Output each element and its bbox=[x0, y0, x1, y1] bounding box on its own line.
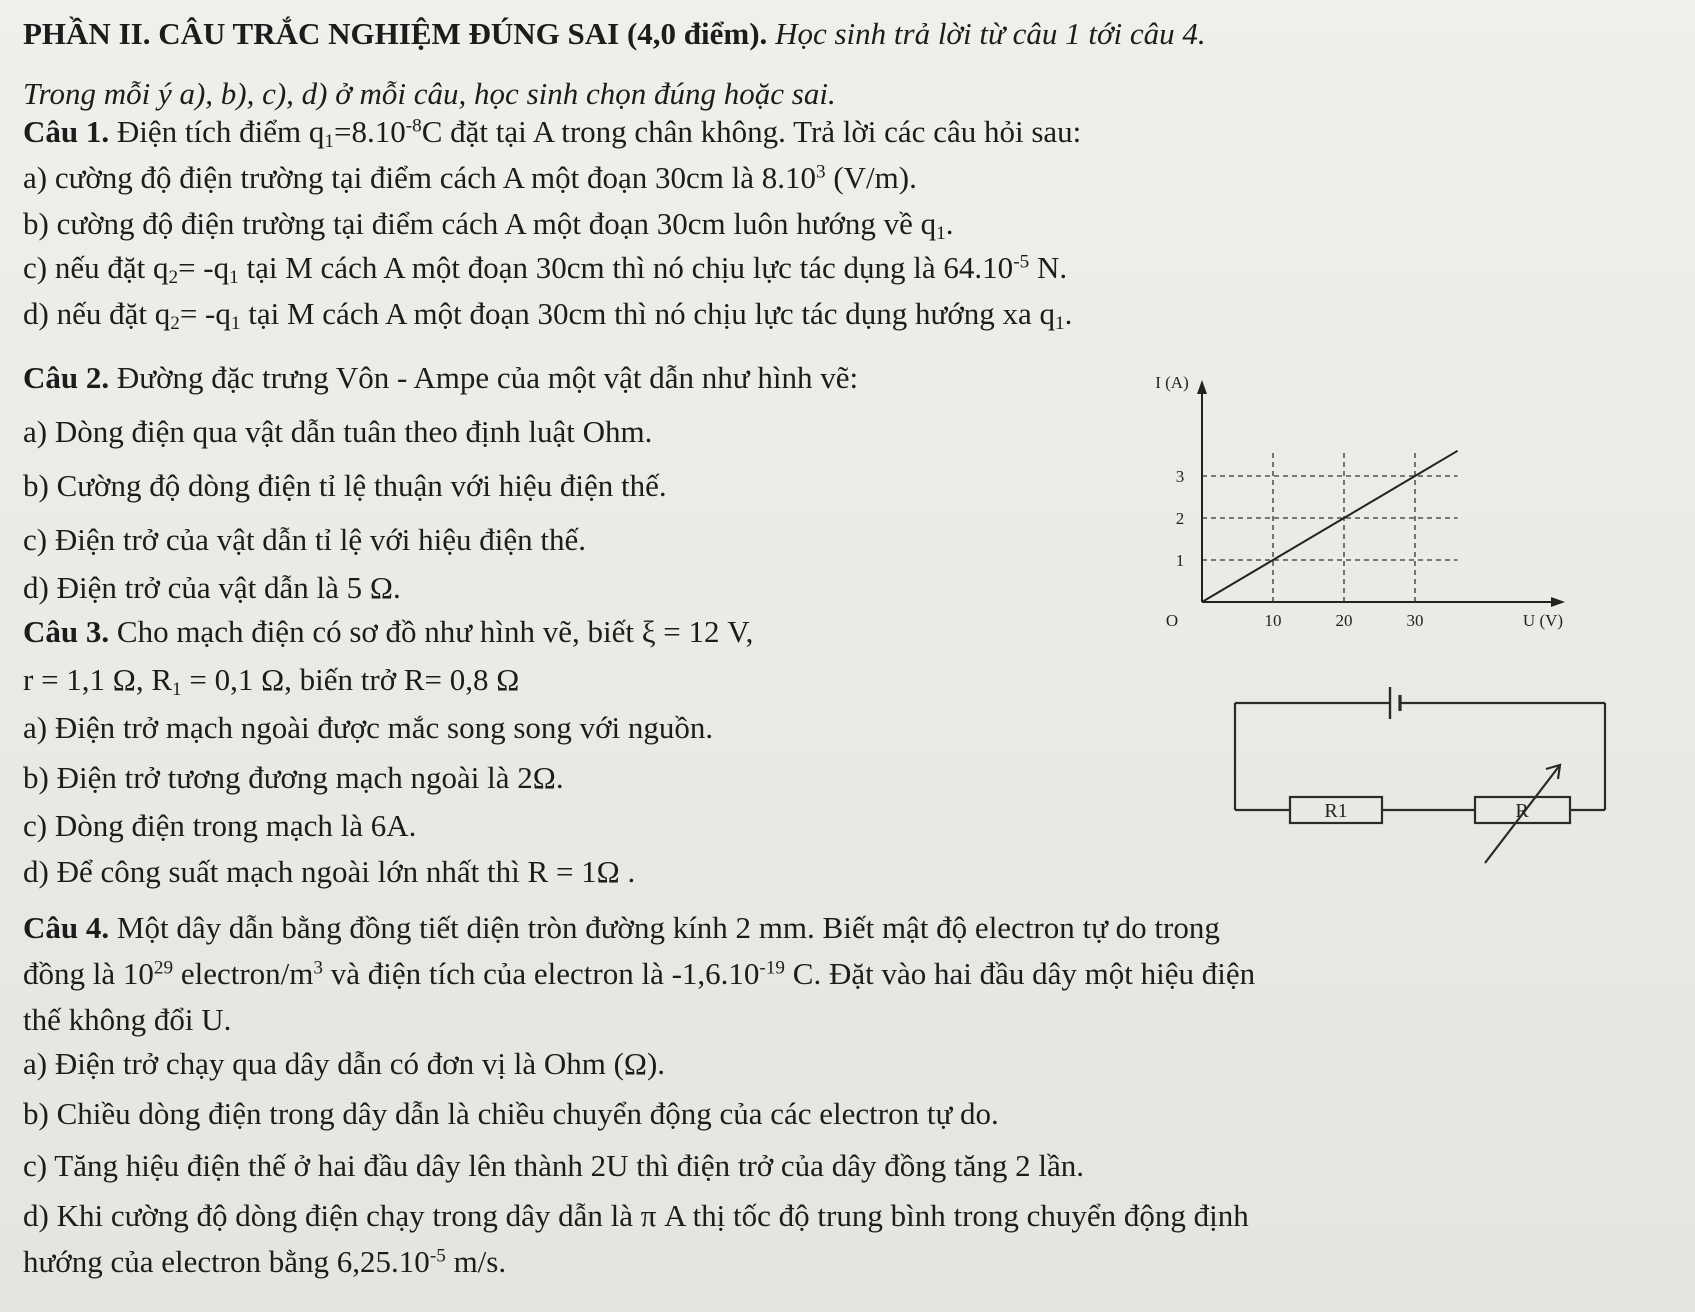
q4-option-d-line1: d) Khi cường độ dòng điện chạy trong dây dẫn là π A thị tốc độ trung bình trong chuyển động định bbox=[23, 1198, 1249, 1233]
r-label: R bbox=[1515, 800, 1529, 822]
x-tick-label-20: 20 bbox=[1335, 611, 1353, 630]
q1-option-b: b) cường độ điện trường tại điểm cách A một đoạn 30cm luôn hướng về $q_1$. bbox=[23, 206, 954, 244]
part-title: PHẦN II. CÂU TRẮC NGHIỆM ĐÚNG SAI (4,0 điểm). bbox=[23, 16, 768, 51]
q1-label: Câu 1. bbox=[23, 114, 110, 149]
q4-stem-2: đồng là $10^{29}$ electron/$m^3$ và điện tích của electron là $-1,6.10^{-19}$ C. Đặt vào hai đầu dây một hiệu điện bbox=[23, 956, 1256, 991]
q1-option-a: a) cường độ điện trường tại điểm cách A một đoạn 30cm là 8.10$^3$ (V/m). bbox=[23, 160, 917, 195]
q4-option-c: c) Tăng hiệu điện thế ở hai đầu dây lên thành 2U thì điện trở của dây đồng tăng 2 lần. bbox=[23, 1148, 1084, 1183]
q4-option-a: a) Điện trở chạy qua dây dẫn có đơn vị là Ohm (Ω). bbox=[23, 1046, 666, 1081]
q3-option-a: a) Điện trở mạch ngoài được mắc song song với nguồn. bbox=[23, 710, 714, 745]
y-tick-label-2: 2 bbox=[1175, 509, 1185, 528]
q2-label: Câu 2. bbox=[23, 360, 110, 395]
r1-label: R1 bbox=[1324, 800, 1348, 822]
q3-option-d: d) Để công suất mạch ngoài lớn nhất thì R = 1Ω . bbox=[23, 854, 636, 889]
q2-option-a: a) Dòng điện qua vật dẫn tuân theo định luật Ohm. bbox=[23, 414, 653, 449]
y-axis-label: I (A) bbox=[1155, 373, 1189, 392]
x-axis-arrowhead bbox=[1551, 597, 1565, 607]
q1-option-c: c) nếu đặt $q_2= -q_1$ tại M cách A một đoạn 30cm thì nó chịu lực tác dụng là $64.10^{-5}$ N. bbox=[23, 250, 1068, 288]
x-axis-label: U (V) bbox=[1522, 611, 1564, 630]
q4-stem-1: Câu 4. Một dây dẫn bằng đồng tiết diện tròn đường kính 2 mm. Biết mật độ electron tự do trong bbox=[23, 910, 1220, 945]
part-title-note: Học sinh trả lời từ câu 1 tới câu 4. bbox=[775, 16, 1206, 51]
y-tick-label-1: 1 bbox=[1175, 551, 1185, 570]
iu-line bbox=[1202, 451, 1458, 602]
q3-stem: Câu 3. Cho mạch điện có sơ đồ như hình vẽ, biết ξ = 12 V, bbox=[23, 614, 754, 649]
q2-stem: Câu 2. Đường đặc trưng Vôn - Ampe của một vật dẫn như hình vẽ: bbox=[23, 360, 859, 395]
q1-option-d: d) nếu đặt $q_2= -q_1$ tại M cách A một đoạn 30cm thì nó chịu lực tác dụng hướng xa $q_1$. bbox=[23, 296, 1073, 334]
q2-option-b: b) Cường độ dòng điện tỉ lệ thuận với hiệu điện thế. bbox=[23, 468, 667, 503]
q3-option-c: c) Dòng điện trong mạch là 6A. bbox=[23, 808, 417, 843]
q4-label: Câu 4. bbox=[23, 910, 110, 945]
x-tick-label-30: 30 bbox=[1406, 611, 1424, 630]
origin-label: O bbox=[1165, 611, 1179, 630]
q2-option-d: d) Điện trở của vật dẫn là 5 Ω. bbox=[23, 570, 401, 605]
y-axis-arrowhead bbox=[1197, 380, 1207, 394]
q4-option-d-line2: hướng của electron bằng $6,25.10^{-5}$ m/s. bbox=[23, 1244, 507, 1279]
circuit-diagram bbox=[1220, 665, 1620, 875]
q3-option-b: b) Điện trở tương đương mạch ngoài là 2Ω. bbox=[23, 760, 564, 795]
q2-option-c: c) Điện trở của vật dẫn tỉ lệ với hiệu điện thế. bbox=[23, 522, 587, 557]
q4-option-b: b) Chiều dòng điện trong dây dẫn là chiều chuyển động của các electron tự do. bbox=[23, 1096, 999, 1131]
q3-label: Câu 3. bbox=[23, 614, 110, 649]
x-tick-label-10: 10 bbox=[1264, 611, 1282, 630]
instruction: Trong mỗi ý a), b), c), d) ở mỗi câu, học sinh chọn đúng hoặc sai. bbox=[23, 76, 836, 111]
part-title-line bbox=[23, 14, 1206, 54]
y-tick-label-3: 3 bbox=[1175, 467, 1185, 486]
q4-stem-3: thế không đổi U. bbox=[23, 1002, 232, 1037]
q1-stem: Câu 1. Điện tích điểm $q_1=8.10^{-8}C$ đặt tại A trong chân không. Trả lời các câu hỏi sau: bbox=[23, 114, 1082, 152]
iu-characteristic-chart bbox=[1140, 370, 1580, 640]
q3-given: r = 1,1 Ω, $R_1 = 0,1$ Ω, biến trở R= 0,8 Ω bbox=[23, 662, 520, 700]
